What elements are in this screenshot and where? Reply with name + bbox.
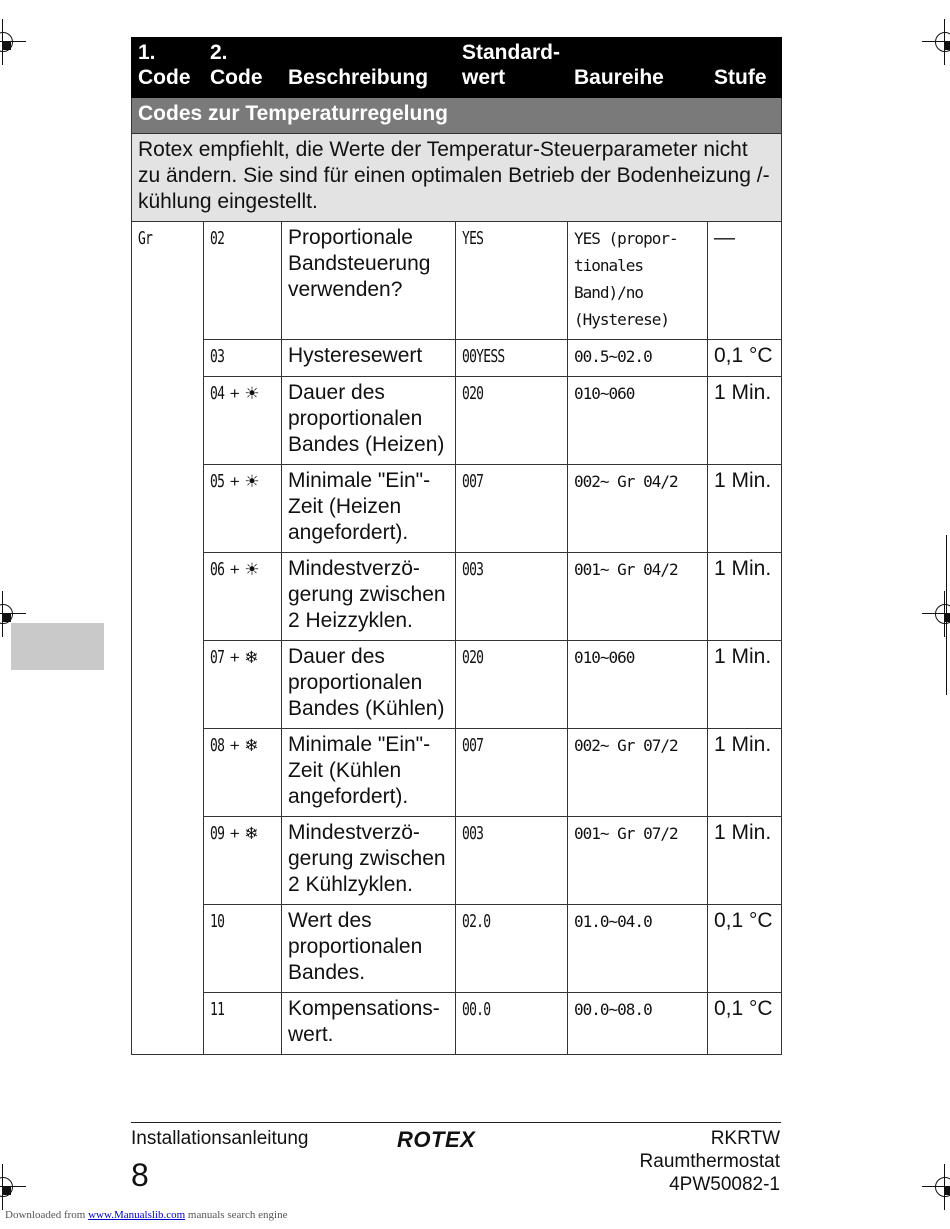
- second-code-cell: [204, 729, 282, 817]
- step-cell: [708, 817, 782, 905]
- table-row: [132, 465, 782, 553]
- default-value-cell: [456, 465, 568, 553]
- brand-logo: ROTEX: [397, 1127, 476, 1152]
- step-cell: [708, 377, 782, 465]
- range-cell: [568, 222, 708, 340]
- step-cell-text: 1 Min.: [714, 733, 772, 756]
- step-cell-text: —: [714, 226, 735, 249]
- range-cell: [568, 729, 708, 817]
- default-value-cell-text: 020: [462, 647, 484, 668]
- second-code-value: 05: [210, 471, 225, 492]
- header-code1: 1. Code: [132, 38, 204, 98]
- second-code-cell: [204, 817, 282, 905]
- header-default: Standard-wert: [456, 38, 568, 98]
- description-cell-text: Kompensations-wert.: [288, 997, 440, 1046]
- range-cell: [568, 465, 708, 553]
- footer-product-name: Raumthermostat: [639, 1151, 780, 1172]
- registration-mark-top-left: [0, 25, 20, 59]
- default-value-cell-text: 00YESS: [462, 346, 505, 367]
- description-cell: [282, 340, 456, 377]
- step-cell: [708, 465, 782, 553]
- table-row: [132, 222, 782, 340]
- default-value-cell-text: 00.0: [462, 999, 491, 1020]
- description-cell: [282, 465, 456, 553]
- download-prefix: Downloaded from: [5, 1209, 86, 1221]
- header-range: Baureihe: [568, 38, 708, 98]
- registration-mark-bottom-right: [928, 1170, 950, 1204]
- range-cell-text: 002~ Gr 04/2: [574, 472, 678, 491]
- step-cell-text: 0,1 °C: [714, 909, 773, 932]
- step-cell: [708, 222, 782, 340]
- second-code-value: 11: [210, 999, 225, 1020]
- step-cell-text: 1 Min.: [714, 821, 772, 844]
- second-code-cell: [204, 340, 282, 377]
- table-row: [132, 553, 782, 641]
- step-cell: [708, 641, 782, 729]
- range-cell-text: 001~ Gr 04/2: [574, 560, 678, 579]
- table-row: [132, 905, 782, 993]
- table-row: [132, 340, 782, 377]
- description-cell-text: Minimale "Ein"-Zeit (Heizen angefordert).: [288, 469, 431, 544]
- step-cell-text: 1 Min.: [714, 469, 772, 492]
- codes-table: [131, 37, 782, 1055]
- second-code-value: 10: [210, 911, 225, 932]
- range-cell-text: 00.0~08.0: [574, 1000, 652, 1019]
- second-code-cell: [204, 993, 282, 1055]
- table-row: [132, 729, 782, 817]
- range-cell: [568, 340, 708, 377]
- download-notice: [5, 1209, 287, 1221]
- section-title: Codes zur Temperaturregelung: [132, 98, 782, 134]
- cooling-mode-icon: + ❄: [229, 648, 259, 667]
- heating-mode-icon: + ☀: [229, 384, 260, 403]
- page-number: 8: [131, 1157, 149, 1193]
- description-cell-text: Mindestverzö-gerung zwischen 2 Kühlzyklen.: [288, 821, 446, 896]
- range-cell-text: 001~ Gr 07/2: [574, 824, 678, 843]
- step-cell-text: 1 Min.: [714, 645, 772, 668]
- description-cell-text: Dauer des proportionalen Bandes (Kühlen): [288, 645, 445, 720]
- step-cell-text: 0,1 °C: [714, 344, 773, 367]
- second-code-value: 04: [210, 383, 225, 404]
- description-cell: [282, 553, 456, 641]
- table-row: [132, 641, 782, 729]
- default-value-cell: [456, 905, 568, 993]
- description-cell-text: Minimale "Ein"-Zeit (Kühlen angefordert).: [288, 733, 431, 808]
- footer-model: RKRTW: [710, 1128, 780, 1149]
- chapter-tab: [11, 623, 104, 670]
- default-value-cell: [456, 377, 568, 465]
- default-value-cell-text: 020: [462, 383, 484, 404]
- default-value-cell: [456, 641, 568, 729]
- footer-divider: [131, 1122, 781, 1123]
- description-cell: [282, 377, 456, 465]
- description-cell-text: Hysteresewert: [288, 344, 423, 367]
- default-value-cell-text: 02.0: [462, 911, 491, 932]
- step-cell-text: 1 Min.: [714, 381, 772, 404]
- second-code-cell: [204, 377, 282, 465]
- section-note: Rotex empfiehlt, die Werte der Temperatur-Steuerparameter nicht zu ändern. Sie sind für einen optimalen Betrieb der Bodenheizung /-kühlung eingestellt.: [132, 134, 782, 222]
- second-code-value: 06: [210, 559, 225, 580]
- step-cell: [708, 993, 782, 1055]
- second-code-value: 03: [210, 346, 225, 367]
- step-cell-text: 0,1 °C: [714, 997, 773, 1020]
- heating-mode-icon: + ☀: [229, 560, 260, 579]
- second-code-cell: [204, 222, 282, 340]
- range-cell: [568, 553, 708, 641]
- range-cell-text: 01.0~04.0: [574, 912, 652, 931]
- header-description: Beschreibung: [282, 38, 456, 98]
- second-code-value: 07: [210, 647, 225, 668]
- cooling-mode-icon: + ❄: [229, 736, 259, 755]
- crop-line-right: [946, 535, 947, 695]
- default-value-cell-text: 003: [462, 823, 484, 844]
- heating-mode-icon: + ☀: [229, 472, 260, 491]
- download-suffix: manuals search engine: [187, 1209, 288, 1221]
- default-value-cell: [456, 817, 568, 905]
- range-cell: [568, 377, 708, 465]
- footer-product-info: [640, 1127, 780, 1196]
- default-value-cell-text: YES: [462, 228, 484, 249]
- step-cell: [708, 905, 782, 993]
- second-code-value: 08: [210, 735, 225, 756]
- second-code-cell: [204, 553, 282, 641]
- description-cell: [282, 905, 456, 993]
- range-cell-text: 00.5~02.0: [574, 347, 652, 366]
- description-cell: [282, 729, 456, 817]
- second-code-value: 09: [210, 823, 225, 844]
- first-code-cell: [132, 222, 204, 1055]
- footer-doc-type: Installationsanleitung: [131, 1128, 309, 1149]
- description-cell-text: Dauer des proportionalen Bandes (Heizen): [288, 381, 445, 456]
- default-value-cell: [456, 993, 568, 1055]
- description-cell: [282, 222, 456, 340]
- range-cell: [568, 817, 708, 905]
- default-value-cell: [456, 222, 568, 340]
- second-code-cell: [204, 641, 282, 729]
- second-code-value: 02: [210, 228, 225, 249]
- description-cell: [282, 641, 456, 729]
- description-cell: [282, 993, 456, 1055]
- table-row: [132, 817, 782, 905]
- description-cell: [282, 817, 456, 905]
- footer-doc-number: 4PW50082-1: [669, 1174, 780, 1195]
- manualslib-link[interactable]: www.Manualslib.com: [88, 1209, 186, 1221]
- table-row: [132, 377, 782, 465]
- description-cell-text: Mindestverzö-gerung zwischen 2 Heizzyklen.: [288, 557, 446, 632]
- range-cell: [568, 905, 708, 993]
- second-code-cell: [204, 465, 282, 553]
- section-row: [132, 98, 782, 134]
- table-row: [132, 993, 782, 1055]
- default-value-cell-text: 003: [462, 559, 484, 580]
- range-cell: [568, 993, 708, 1055]
- first-code-value: Gr: [138, 228, 153, 249]
- description-cell-text: Proportionale Bandsteuerung verwenden?: [288, 226, 431, 301]
- range-cell-text: YES (propor-tionales Band)/no (Hysterese): [574, 229, 678, 329]
- step-cell: [708, 553, 782, 641]
- range-cell: [568, 641, 708, 729]
- table-header-row: [132, 38, 782, 98]
- header-step: Stufe: [708, 38, 782, 98]
- default-value-cell-text: 007: [462, 471, 484, 492]
- default-value-cell: [456, 340, 568, 377]
- registration-mark-top-right: [928, 25, 950, 59]
- range-cell-text: 010~060: [574, 648, 635, 667]
- step-cell: [708, 729, 782, 817]
- step-cell-text: 1 Min.: [714, 557, 772, 580]
- default-value-cell: [456, 729, 568, 817]
- cooling-mode-icon: + ❄: [229, 824, 259, 843]
- range-cell-text: 002~ Gr 07/2: [574, 736, 678, 755]
- header-code2: 2. Code: [204, 38, 282, 98]
- description-cell-text: Wert des proportionalen Bandes.: [288, 909, 423, 984]
- second-code-cell: [204, 905, 282, 993]
- step-cell: [708, 340, 782, 377]
- note-row: [132, 134, 782, 222]
- range-cell-text: 010~060: [574, 384, 635, 403]
- registration-mark-bottom-left: [0, 1170, 20, 1204]
- default-value-cell-text: 007: [462, 735, 484, 756]
- default-value-cell: [456, 553, 568, 641]
